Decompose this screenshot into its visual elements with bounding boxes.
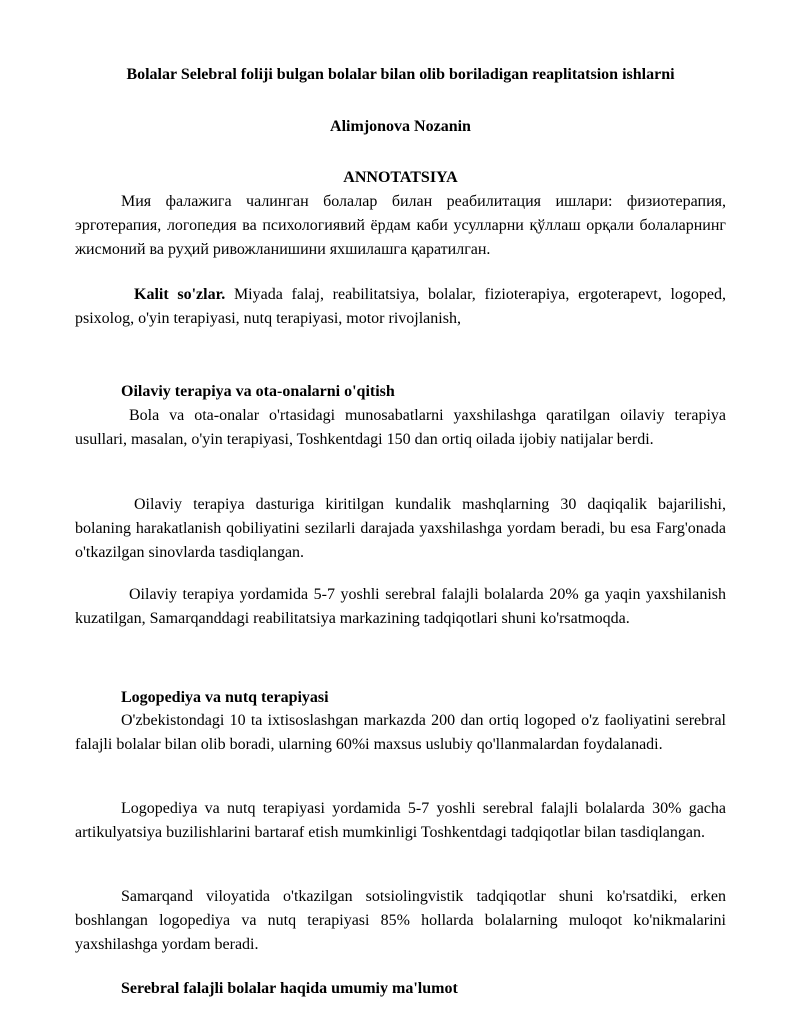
section-2-paragraph-1: O'zbekistondagi 10 ta ixtisoslashgan markazda 200 dan ortiq logoped o'z faoliyatini serebral falajli bolalar bilan olib boradi, ularning 60%i maxsus uslubiy qo'llanmalardan foydalanadi.: [75, 712, 726, 753]
section-heading-family-therapy: Oilaviy terapiya va ota-onalarni o'qitish: [121, 383, 395, 400]
abstract-paragraph: Мия фалажига чалинган болалар билан реабилитация ишлари: физиотерапия, эрготерапия, логопедия ва психологиявий ёрдам каби усулларни қўллаш орқали болаларнинг жисмоний ва руҳий ривожланишини яхшилашга қаратилган.: [75, 193, 726, 258]
keywords-label: Kalit so'zlar.: [134, 286, 226, 303]
document-title: Bolalar Selebral foliji bulgan bolalar bilan olib boriladigan reaplitatsion ishlarni: [126, 66, 675, 83]
keywords-paragraph: [75, 283, 726, 331]
section-2-paragraph-3: Samarqand viloyatida o'tkazilgan sotsiolingvistik tadqiqotlar shuni ko'rsatdiki, erken boshlangan logopediya va nutq terapiyasi 85% hollarda bolalarning muloqot ko'nikmalarini yaxshilashga yordam beradi.: [75, 888, 726, 953]
section-1-paragraph-2: Oilaviy terapiya dasturiga kiritilgan kundalik mashqlarning 30 daqiqalik bajarilishi, bolaning harakatlanish qobiliyatini sezilarli darajada yaxshilashga yordam beradi, bu esa Farg'onada o'tkazilgan sinovlarda tasdiqlangan.: [75, 496, 726, 561]
section-2-paragraph-2: Logopediya va nutq terapiyasi yordamida 5-7 yoshli serebral falajli bolalarda 30% gacha artikulyatsiya buzilishlarini bartaraf etish mumkinligi Toshkentdagi tadqiqotlar bilan tasdiqlangan.: [75, 800, 726, 841]
author-name: Alimjonova Nozanin: [330, 118, 471, 135]
section-heading-speech-therapy: Logopediya va nutq terapiyasi: [121, 689, 329, 706]
abstract-heading: ANNOTATSIYA: [343, 169, 458, 186]
keywords-text: Miyada falaj, reabilitatsiya, bolalar, fizioterapiya, ergoterapevt, logoped, psixolog, o'yin terapiyasi, nutq terapiyasi, motor rivojlanish,: [75, 286, 727, 327]
section-1-paragraph-1: Bola va ota-onalar o'rtasidagi munosabatlarni yaxshilashga qaratilgan oilaviy terapiya usullari, masalan, o'yin terapiyasi, Toshkentdagi 150 dan ortiq oilada ijobiy natijalar berdi.: [75, 407, 726, 448]
section-heading-general-info: Serebral falajli bolalar haqida umumiy ma'lumot: [121, 980, 458, 997]
section-1-paragraph-3: Oilaviy terapiya yordamida 5-7 yoshli serebral falajli bolalarda 20% ga yaqin yaxshilanish kuzatilgan, Samarqanddagi reabilitatsiya markazining tadqiqotlari shuni ko'rsatmoqda.: [75, 586, 726, 627]
